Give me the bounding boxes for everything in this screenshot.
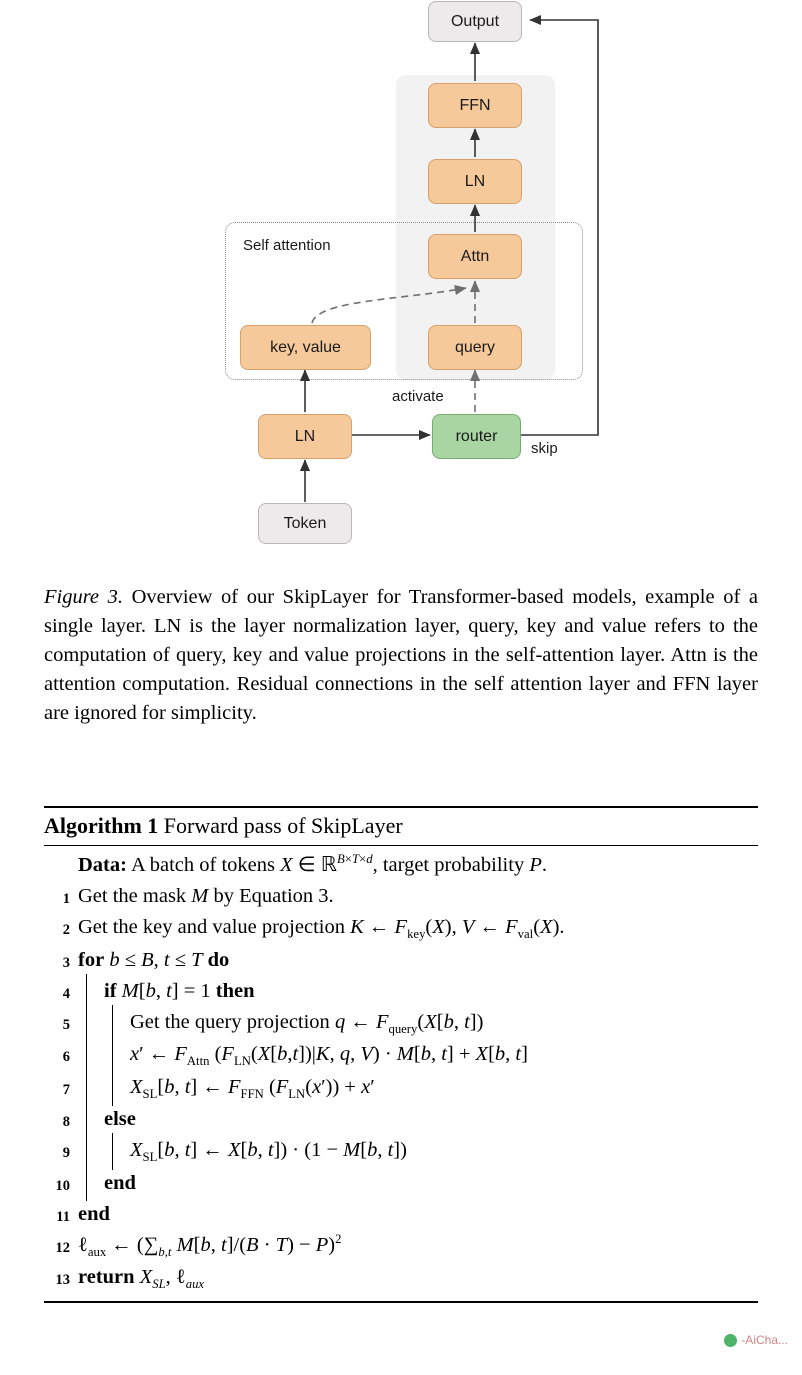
line-number: 12 — [55, 1240, 70, 1257]
line-number: 2 — [62, 922, 70, 939]
algorithm-block — [44, 806, 758, 1303]
algo-line-3 — [44, 945, 758, 976]
line-text: if M[b, t] = 1 then — [78, 976, 758, 1007]
node-output: Output — [428, 1, 522, 42]
algo-line-2 — [44, 912, 758, 944]
line-number: 11 — [56, 1208, 70, 1225]
line-text: $X_{SL}[b$, t] ← X[b, t]) · (1 − M[b, t]) — [78, 1135, 758, 1167]
algo-line-10 — [44, 1168, 758, 1199]
line-text: $X_{SL}[b$, t] ← $F_{FFN}$ $(F_{LN}(x')) + x'$ — [78, 1072, 758, 1104]
line-text: Get the key and value projection K ← $F_{key}(X)$, V ← $F_{val}(X)$. — [78, 916, 565, 942]
algorithm-title-text: Forward pass of SkipLayer — [158, 813, 403, 838]
algorithm-body — [44, 846, 758, 1301]
algo-line-5 — [44, 1007, 758, 1039]
data-label: Data: — [78, 854, 127, 876]
watermark-text: -AiCha... — [741, 1333, 788, 1347]
line-number: 7 — [62, 1081, 70, 1098]
line-number: 5 — [62, 1017, 70, 1034]
watermark-logo-icon — [724, 1334, 737, 1347]
algo-line-8 — [44, 1104, 758, 1135]
algo-line-13 — [44, 1262, 758, 1294]
line-number: 9 — [62, 1145, 70, 1162]
algo-line-data — [44, 850, 758, 881]
figure-diagram — [0, 0, 802, 565]
figure-number: Figure 3. — [44, 586, 124, 608]
node-router: router — [432, 414, 521, 459]
line-text: x′ ← $F_{Attn}$ ($F_{LN}(X[b,t])|K$, q, V) · M[b, t] + X[b, t] — [78, 1039, 758, 1071]
node-token: Token — [258, 503, 352, 544]
line-number: 10 — [55, 1177, 70, 1194]
line-text: end — [78, 1202, 110, 1225]
activate-label: activate — [392, 388, 444, 405]
node-query: query — [428, 325, 522, 370]
line-text: for b ≤ B, t ≤ T do — [78, 948, 230, 971]
algo-line-4 — [44, 976, 758, 1007]
line-number: 3 — [62, 954, 70, 971]
data-text: A batch of tokens X ∈ ℝ$^{B\times T\times d}$, target probability P. — [130, 852, 547, 876]
node-ln-top: LN — [428, 159, 522, 204]
algo-bottom-rule — [44, 1301, 758, 1303]
line-number: 4 — [62, 985, 70, 1002]
line-text: end — [78, 1168, 758, 1199]
algo-line-12 — [44, 1230, 758, 1262]
line-number: 6 — [62, 1049, 70, 1066]
self-attention-label: Self attention — [243, 237, 331, 254]
line-number: 13 — [55, 1272, 70, 1289]
watermark — [724, 1333, 788, 1347]
figure-caption — [44, 583, 758, 729]
line-text: return $X_{SL}$, ℓ$_{aux}$ — [78, 1266, 205, 1292]
algo-line-6 — [44, 1039, 758, 1071]
node-ffn: FFN — [428, 83, 522, 128]
line-number: 8 — [62, 1114, 70, 1131]
algo-line-7 — [44, 1072, 758, 1104]
node-attn: Attn — [428, 234, 522, 279]
algo-line-1 — [44, 881, 758, 912]
line-text: else — [78, 1104, 758, 1135]
line-text: Get the query projection q ← $F_{query}(X[b$, t]) — [78, 1007, 758, 1039]
line-text: ℓ$_{aux}$ ← ($\sum_{b,t}$ M[b, t]/(B · T) − P)$^2$ — [78, 1232, 342, 1260]
algorithm-label: Algorithm 1 — [44, 813, 159, 838]
diagram-edges — [0, 0, 802, 565]
line-text: Get the mask M by Equation 3. — [78, 885, 334, 908]
line-number: 1 — [62, 891, 70, 908]
figure-caption-text: Overview of our SkipLayer for Transformer-based models, example of a single layer. LN is the layer normalization layer, query, key and value refers to the computation of query, key and value projections in the self-attention layer. Attn is the attention computation. Residual connections in the self attention layer and FFN layer are ignored for simplicity. — [44, 586, 758, 725]
node-key-value: key, value — [240, 325, 371, 370]
algo-line-9 — [44, 1135, 758, 1167]
skip-label: skip — [531, 440, 558, 457]
algorithm-title — [44, 808, 758, 845]
algo-line-11 — [44, 1199, 758, 1230]
node-ln-bottom: LN — [258, 414, 352, 459]
